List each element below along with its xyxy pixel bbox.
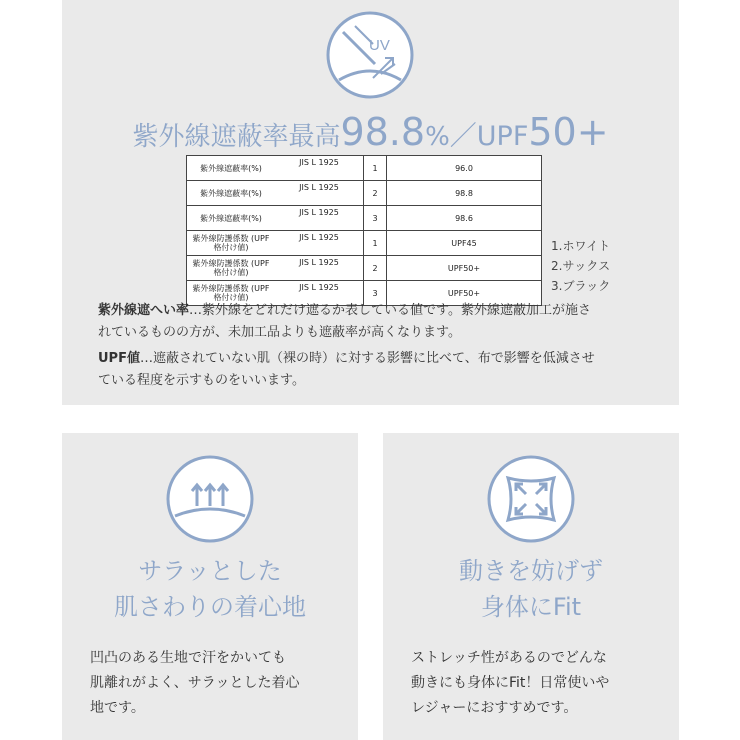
spec-table-row <box>187 156 542 181</box>
feature-body <box>411 646 661 721</box>
headline-slash-upf: ／UPF <box>449 121 529 152</box>
headline-percent: % <box>425 122 450 152</box>
feature-panel-smooth <box>62 433 358 740</box>
spec-cell-method: JIS L 1925 <box>275 206 364 231</box>
spec-cell-item: 紫外線遮蔽率(%) <box>187 206 276 231</box>
headline-upf-value: 50+ <box>528 110 609 154</box>
spec-cell-item: 紫外線遮蔽率(%) <box>187 181 276 206</box>
spec-cell-method: JIS L 1925 <box>275 231 364 256</box>
spec-cell-method: JIS L 1925 <box>275 181 364 206</box>
desc-text: …紫外線をどれだけ遮るか表している値です。紫外線遮蔽加工が施さ <box>189 303 591 318</box>
feature-body-line: 動きにも身体にFit！日常使いや <box>411 675 610 691</box>
spec-table-row <box>187 206 542 231</box>
uv-spec-table <box>186 155 542 306</box>
spec-cell-no: 1 <box>364 156 387 181</box>
spec-cell-value: UPF45 <box>387 231 542 256</box>
desc-term: 紫外線遮へい率 <box>98 303 190 318</box>
feature-body-line: ストレッチ性があるのでどんな <box>411 650 607 666</box>
spec-cell-method: JIS L 1925 <box>275 256 364 281</box>
color-item: 2.サックス <box>551 259 611 273</box>
spec-table-row <box>187 231 542 256</box>
feature-body <box>90 646 340 721</box>
spec-cell-no: 2 <box>364 256 387 281</box>
upward-arrows-icon <box>165 454 255 544</box>
color-item: 3.ブラック <box>551 279 611 293</box>
spec-cell-value: 96.0 <box>387 156 542 181</box>
spec-cell-item: 紫外線防護係数 (UPF格付け値) <box>187 231 276 256</box>
spec-cell-no: 3 <box>364 206 387 231</box>
spec-cell-item: 紫外線防護係数 (UPF格付け値) <box>187 256 276 281</box>
uv-icon-label: UV <box>369 37 390 54</box>
feature-title <box>62 553 358 625</box>
spec-cell-value: UPF50+ <box>387 256 542 281</box>
spec-cell-no: 2 <box>364 181 387 206</box>
feature-title <box>383 553 679 625</box>
feature-title-line: 動きを妨げず <box>459 557 603 585</box>
uv-headline <box>62 110 679 154</box>
spec-cell-no: 1 <box>364 231 387 256</box>
desc-text: …遮蔽されていない肌（裸の時）に対する影響に比べて、布で影響を低減させ <box>139 351 595 366</box>
feature-title-line: 肌さわりの着心地 <box>114 593 306 621</box>
spec-cell-value: 98.8 <box>387 181 542 206</box>
spec-cell-item: 紫外線防護係数 (UPF格付け値) <box>187 281 276 306</box>
feature-title-line: サラッとした <box>138 557 282 585</box>
spec-cell-method: JIS L 1925 <box>275 281 364 306</box>
feature-body-line: 地です。 <box>90 700 145 716</box>
spec-cell-method: JIS L 1925 <box>275 156 364 181</box>
uv-shield-icon <box>325 10 415 100</box>
feature-panel-fit <box>383 433 679 740</box>
spec-cell-item: 紫外線遮蔽率(%) <box>187 156 276 181</box>
spec-table-row <box>187 256 542 281</box>
uv-shield-description <box>98 300 658 344</box>
color-list <box>551 236 610 296</box>
feature-body-line: レジャーにおすすめです。 <box>411 700 578 716</box>
spec-table-row <box>187 181 542 206</box>
feature-body-line: 肌離れがよく、サラッとした着心 <box>90 675 300 691</box>
desc-term: UPF値 <box>98 351 140 366</box>
headline-prefix: 紫外線遮蔽率最高 <box>132 122 341 152</box>
spec-cell-no: 3 <box>364 281 387 306</box>
desc-text: ている程度を示すものをいいます。 <box>98 373 305 388</box>
headline-number: 98.8 <box>340 110 426 154</box>
feature-title-line: 身体にFit <box>480 593 582 621</box>
spec-cell-value: UPF50+ <box>387 281 542 306</box>
desc-text: れているものの方が、未加工品よりも遮蔽率が高くなります。 <box>98 325 461 340</box>
color-item: 1.ホワイト <box>551 239 611 253</box>
stretch-arrows-icon <box>486 454 576 544</box>
spec-cell-value: 98.6 <box>387 206 542 231</box>
upf-description <box>98 348 658 392</box>
feature-body-line: 凹凸のある生地で汗をかいても <box>90 650 286 666</box>
